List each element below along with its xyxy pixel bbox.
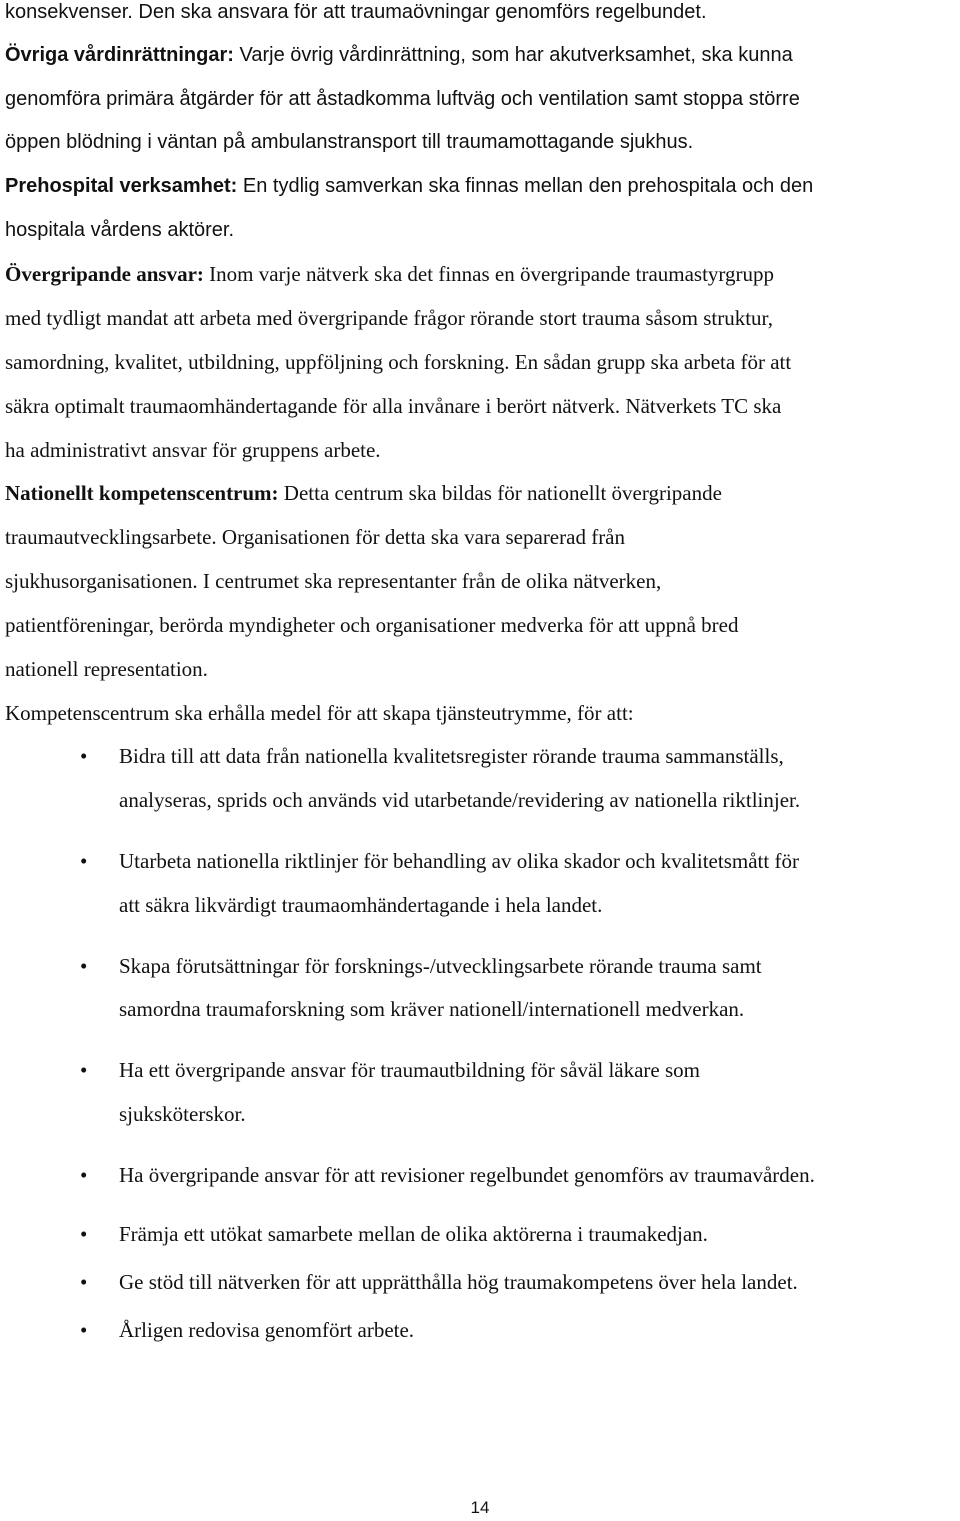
body-text: patientföreningar, berörda myndigheter och organisationer medverka för att uppnå bred [5, 613, 739, 637]
body-text: En tydlig samverkan ska finnas mellan den prehospitala och den [237, 175, 814, 197]
bullet-marker: • [80, 1270, 88, 1294]
bullet-marker: • [80, 1318, 88, 1342]
paragraph-line [5, 438, 381, 462]
section-label-overgripande: Övergripande ansvar: [5, 262, 204, 286]
paragraph-line [5, 87, 800, 111]
list-item-text: analyseras, sprids och används vid utarbetande/revidering av nationella riktlinjer. [119, 788, 801, 812]
list-item-text: Årligen redovisa genomfört arbete. [119, 1318, 415, 1342]
paragraph-line [5, 0, 707, 24]
paragraph-line [5, 481, 722, 505]
list-item-text: Ha ett övergripande ansvar för traumautbildning för såväl läkare som [119, 1058, 700, 1082]
body-text: sjukhusorganisationen. I centrumet ska representanter från de olika nätverken, [5, 569, 662, 593]
list-item-text: sjuksköterskor. [119, 1102, 246, 1126]
body-text: nationell representation. [5, 657, 208, 681]
paragraph-line [5, 701, 634, 725]
body-text: med tydligt mandat att arbeta med övergripande frågor rörande stort trauma såsom struktur, [5, 306, 773, 330]
bullet-marker: • [80, 744, 88, 768]
body-text: genomföra primära åtgärder för att åstadkomma luftväg och ventilation samt stoppa större [5, 88, 800, 110]
list-item-text: Ge stöd till nätverken för att upprätthålla hög traumakompetens över hela landet. [119, 1270, 798, 1294]
page-number: 14 [470, 1498, 490, 1517]
bullet-marker: • [80, 1163, 88, 1187]
bullet-marker: • [80, 849, 88, 873]
list-item-text: att säkra likvärdigt traumaomhändertagande i hela landet. [119, 893, 603, 917]
bullet-marker: • [80, 1222, 88, 1246]
list-item-text: Skapa förutsättningar för forsknings-/utvecklingsarbete rörande trauma samt [119, 954, 762, 978]
body-text: Inom varje nätverk ska det finnas en övergripande traumastyrgrupp [203, 262, 775, 286]
body-text: Varje övrig vårdinrättning, som har akutverksamhet, ska kunna [233, 44, 793, 66]
body-text: konsekvenser. Den ska ansvara för att traumaövningar genomförs regelbundet. [5, 1, 707, 23]
section-label-prehospital: Prehospital verksamhet: [5, 175, 238, 197]
bullet-marker: • [80, 1058, 88, 1082]
paragraph-line [5, 394, 781, 418]
paragraph-line [5, 43, 793, 67]
section-label-ovriga: Övriga vårdinrättningar: [5, 44, 234, 66]
body-text: Kompetenscentrum ska erhålla medel för att skapa tjänsteutrymme, för att: [5, 701, 634, 725]
list-item-text: Ha övergripande ansvar för att revisioner regelbundet genomförs av traumavården. [119, 1163, 815, 1187]
body-text: En sådan grupp ska arbeta för att [509, 350, 792, 374]
list-item-text: Bidra till att data från nationella kvalitetsregister rörande trauma sammanställs, [119, 744, 784, 768]
paragraph-line [5, 218, 234, 242]
body-text: ha administrativt ansvar för gruppens arbete. [5, 438, 381, 462]
paragraph-line [5, 569, 661, 593]
section-label-nationellt: Nationellt kompetenscentrum: [5, 481, 279, 505]
paragraph-line [5, 262, 774, 286]
body-text: öppen blödning i väntan på ambulanstransport till traumamottagande sjukhus. [5, 131, 694, 153]
paragraph-line [5, 350, 791, 374]
paragraph-line [5, 657, 208, 681]
body-text: Detta centrum ska bildas för nationellt övergripande [278, 481, 722, 505]
paragraph-line [5, 130, 693, 154]
list-item-text: Främja ett utökat samarbete mellan de olika aktörerna i traumakedjan. [119, 1222, 708, 1246]
list-item-text: Utarbeta nationella riktlinjer för behandling av olika skador och kvalitetsmått för [119, 849, 799, 873]
body-text: hospitala vårdens aktörer. [5, 219, 235, 241]
body-text: samordning, kvalitet, utbildning, uppföljning och forskning. [5, 350, 510, 374]
body-text: säkra optimalt traumaomhändertagande för alla invånare i berört nätverk. Nätverkets TC ska [5, 394, 782, 418]
paragraph-line [5, 306, 773, 330]
body-text: traumautvecklingsarbete. Organisationen för detta ska vara separerad från [5, 525, 626, 549]
list-item-text: samordna traumaforskning som kräver nationell/internationell medverkan. [119, 997, 745, 1021]
bullet-marker: • [80, 954, 88, 978]
paragraph-line [5, 613, 739, 637]
paragraph-line [5, 525, 625, 549]
paragraph-line [5, 174, 813, 198]
